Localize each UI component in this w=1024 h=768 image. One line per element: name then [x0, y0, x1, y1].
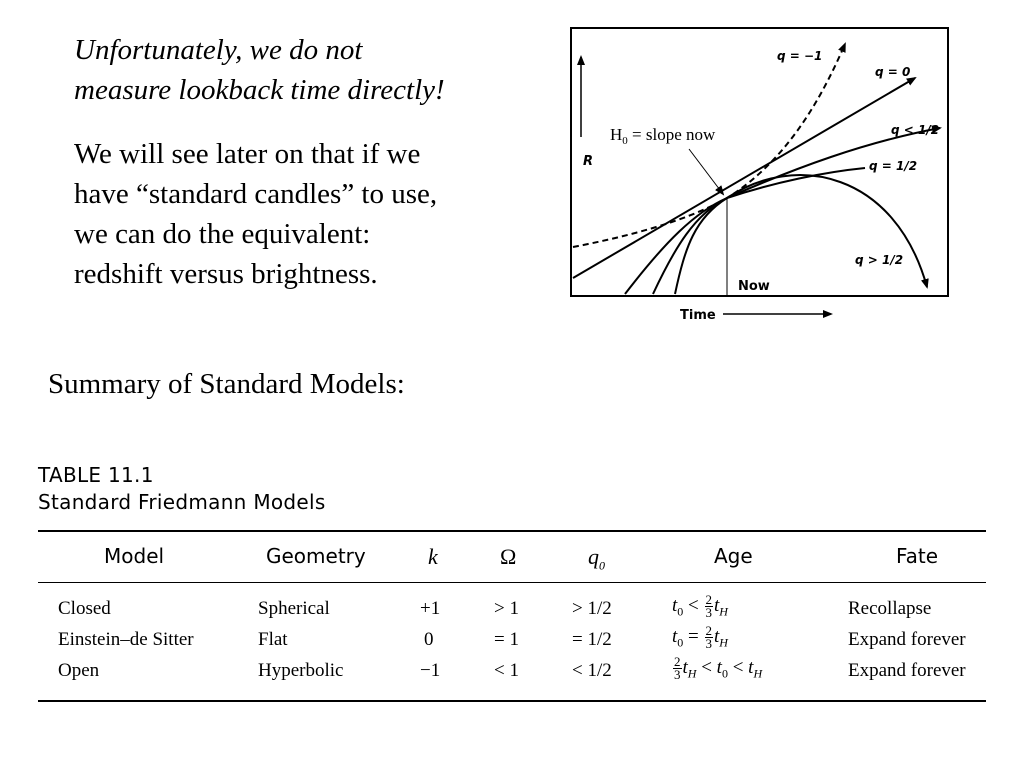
table-top-rule	[38, 530, 986, 532]
row-eds-geometry: Flat	[258, 629, 288, 650]
summary-heading: Summary of Standard Models:	[48, 368, 405, 400]
body-line-3: we can do the equivalent:	[74, 218, 371, 250]
header-model: Model	[104, 544, 165, 568]
row-eds-omega: = 1	[494, 629, 519, 650]
standard-candles-paragraph	[74, 134, 524, 294]
row-closed-omega: > 1	[494, 598, 519, 619]
row-eds-q0: = 1/2	[572, 629, 612, 650]
row-closed-fate: Recollapse	[848, 598, 932, 619]
label-q-minus-1: q = −1	[777, 49, 823, 63]
label-q-greater-half: q > 1/2	[855, 253, 904, 267]
header-geometry: Geometry	[266, 544, 366, 568]
body-line-4: redshift versus brightness.	[74, 258, 378, 290]
header-age: Age	[714, 544, 753, 568]
italic-line-1: Unfortunately, we do not	[74, 34, 363, 66]
row-open-k: −1	[420, 660, 441, 681]
row-closed-k: +1	[420, 598, 441, 619]
row-closed-geometry: Spherical	[258, 598, 330, 619]
header-q0: $q_0$	[588, 544, 605, 573]
italic-lookback-note	[74, 30, 544, 110]
row-closed-q0: > 1/2	[572, 598, 612, 619]
label-q-less-half: q < 1/2	[891, 123, 940, 137]
italic-line-2: measure lookback time directly!	[74, 74, 445, 106]
body-line-2: have “standard candles” to use,	[74, 178, 438, 210]
expansion-curves-figure	[565, 22, 965, 327]
now-label: Now	[738, 279, 770, 294]
header-k: k	[428, 544, 438, 569]
label-q-0: q = 0	[875, 65, 911, 79]
row-eds-age: $t_0$ = $\frac{2}{3}$ $t_H$	[672, 623, 728, 651]
expansion-curves-svg	[565, 22, 965, 327]
body-line-1: We will see later on that if we	[74, 138, 421, 170]
row-closed-model: Closed	[58, 598, 111, 619]
curve-q-minus-1	[573, 44, 845, 247]
curve-q-greater-half	[675, 175, 927, 294]
row-open-omega: < 1	[494, 660, 519, 681]
table-header-rule	[38, 582, 986, 583]
time-axis-label: Time	[680, 308, 716, 323]
table-number: TABLE 11.1	[38, 463, 154, 487]
slope-annotation-arrow	[689, 149, 723, 194]
table-bottom-rule	[38, 700, 986, 702]
curve-q-less-half	[625, 128, 940, 294]
label-q-half: q = 1/2	[869, 159, 918, 173]
header-fate: Fate	[896, 544, 939, 568]
row-open-model: Open	[58, 660, 100, 681]
row-open-fate: Expand forever	[848, 660, 966, 681]
header-omega: Ω	[500, 544, 517, 569]
row-closed-age: $t_0$ < $\frac{2}{3}$ $t_H$	[672, 592, 728, 620]
table-title: Standard Friedmann Models	[38, 490, 326, 514]
row-open-age: $\frac{2}{3}$ $t_H < t_0 < t_H$	[674, 654, 763, 682]
row-eds-fate: Expand forever	[848, 629, 966, 650]
curve-q-half	[653, 168, 865, 294]
slope-annotation: $H_0$ = slope now	[610, 125, 716, 147]
row-open-geometry: Hyperbolic	[258, 660, 344, 681]
row-open-q0: < 1/2	[572, 660, 612, 681]
table-caption	[38, 462, 326, 516]
y-axis-label: R	[583, 154, 594, 169]
row-eds-model: Einstein–de Sitter	[58, 629, 194, 650]
row-eds-k: 0	[424, 629, 434, 650]
